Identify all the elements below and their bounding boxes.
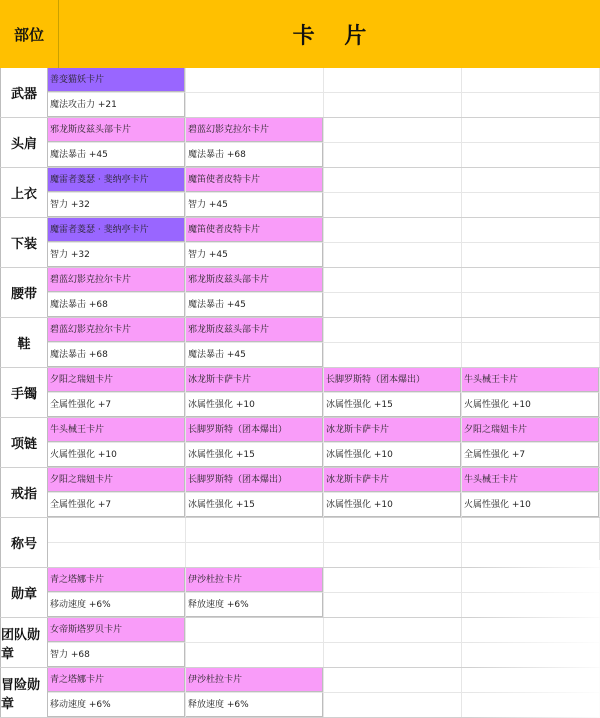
card-name: 牛头械王卡片 bbox=[462, 368, 599, 392]
card-columns bbox=[48, 168, 600, 217]
card-attribute bbox=[462, 142, 599, 167]
card-attribute: 魔法暴击 +68 bbox=[48, 342, 185, 367]
table-row bbox=[0, 218, 600, 268]
card-name: 冰龙斯卡萨卡片 bbox=[324, 468, 461, 492]
card-name bbox=[462, 318, 599, 342]
card-attribute: 魔法暴击 +45 bbox=[186, 292, 323, 317]
card-cell bbox=[462, 668, 600, 717]
card-cell bbox=[48, 218, 186, 267]
card-name bbox=[462, 668, 599, 692]
card-attribute: 全属性强化 +7 bbox=[462, 442, 599, 467]
card-attribute bbox=[48, 542, 185, 567]
card-name: 青之塔娜卡片 bbox=[48, 668, 185, 692]
table-row bbox=[0, 268, 600, 318]
card-name: 长脚罗斯特（团本爆出） bbox=[186, 468, 323, 492]
card-attribute: 释放速度 +6% bbox=[186, 592, 323, 617]
card-cell bbox=[186, 268, 324, 317]
table-row bbox=[0, 668, 600, 718]
card-columns bbox=[48, 118, 600, 167]
card-columns bbox=[48, 418, 600, 467]
card-attribute: 全属性强化 +7 bbox=[48, 392, 185, 417]
card-name: 青之塔娜卡片 bbox=[48, 568, 185, 592]
card-attribute: 冰属性强化 +15 bbox=[186, 442, 323, 467]
card-cell bbox=[48, 318, 186, 367]
slot-cell: 上衣 bbox=[0, 168, 48, 217]
card-cell bbox=[48, 568, 186, 617]
slot-cell: 项链 bbox=[0, 418, 48, 467]
card-attribute: 冰属性强化 +15 bbox=[186, 492, 323, 517]
card-columns bbox=[48, 318, 600, 367]
card-cell bbox=[324, 468, 462, 517]
card-name: 魔雷者菱瑟 · 斐纳亭卡片 bbox=[48, 168, 185, 192]
card-columns bbox=[48, 568, 600, 617]
card-columns bbox=[48, 618, 600, 667]
card-cell bbox=[462, 218, 600, 267]
card-cell bbox=[186, 518, 324, 567]
card-cell bbox=[48, 668, 186, 717]
table-row bbox=[0, 368, 600, 418]
card-attribute bbox=[462, 192, 599, 217]
table-body bbox=[0, 68, 600, 718]
card-name: 长脚罗斯特（团本爆出） bbox=[324, 368, 461, 392]
card-cell bbox=[462, 68, 600, 117]
card-name bbox=[186, 518, 323, 542]
card-attribute: 冰属性强化 +10 bbox=[324, 442, 461, 467]
card-cell bbox=[462, 618, 600, 667]
card-attribute: 魔法暴击 +45 bbox=[186, 342, 323, 367]
card-name: 冰龙斯卡萨卡片 bbox=[186, 368, 323, 392]
card-name bbox=[462, 518, 599, 542]
card-attribute bbox=[462, 242, 599, 267]
card-attribute bbox=[324, 642, 461, 667]
card-cell bbox=[48, 368, 186, 417]
card-attribute: 释放速度 +6% bbox=[186, 692, 323, 717]
card-attribute: 魔法暴击 +68 bbox=[186, 142, 323, 167]
card-name: 魔笛使者皮特卡片 bbox=[186, 218, 323, 242]
card-name: 邪龙斯皮兹头部卡片 bbox=[186, 268, 323, 292]
card-cell bbox=[186, 418, 324, 467]
card-columns bbox=[48, 468, 600, 517]
card-name bbox=[324, 618, 461, 642]
card-attribute bbox=[324, 542, 461, 567]
card-name: 魔雷者菱瑟 · 斐纳亭卡片 bbox=[48, 218, 185, 242]
card-attribute bbox=[324, 92, 461, 117]
card-cell bbox=[186, 468, 324, 517]
slot-cell: 下装 bbox=[0, 218, 48, 267]
card-cell bbox=[48, 418, 186, 467]
card-name bbox=[462, 68, 599, 92]
card-attribute: 魔法暴击 +68 bbox=[48, 292, 185, 317]
card-attribute bbox=[324, 242, 461, 267]
card-cell bbox=[324, 268, 462, 317]
card-attribute bbox=[462, 292, 599, 317]
table-row bbox=[0, 518, 600, 568]
card-cell bbox=[324, 168, 462, 217]
slot-cell: 头肩 bbox=[0, 118, 48, 167]
card-cell bbox=[462, 268, 600, 317]
table-row bbox=[0, 468, 600, 518]
card-attribute bbox=[324, 142, 461, 167]
card-attribute: 智力 +45 bbox=[186, 242, 323, 267]
table-row bbox=[0, 118, 600, 168]
header-slot-cell: 部位 bbox=[0, 0, 59, 68]
card-name bbox=[324, 568, 461, 592]
card-cell bbox=[324, 368, 462, 417]
card-name: 碧蓝幻影克拉尔卡片 bbox=[48, 268, 185, 292]
header-card-cell: 卡 片 bbox=[59, 0, 600, 68]
table-row bbox=[0, 568, 600, 618]
card-columns bbox=[48, 518, 600, 567]
card-name bbox=[462, 568, 599, 592]
card-attribute bbox=[324, 192, 461, 217]
card-name: 碧蓝幻影克拉尔卡片 bbox=[48, 318, 185, 342]
card-attribute: 魔法攻击力 +21 bbox=[48, 92, 185, 117]
card-name bbox=[48, 518, 185, 542]
card-name bbox=[324, 268, 461, 292]
card-name bbox=[324, 318, 461, 342]
card-cell bbox=[462, 168, 600, 217]
table-row bbox=[0, 418, 600, 468]
card-cell bbox=[324, 618, 462, 667]
card-attribute bbox=[462, 542, 599, 567]
table-row bbox=[0, 318, 600, 368]
card-attribute bbox=[462, 592, 599, 617]
card-attribute bbox=[462, 692, 599, 717]
card-columns bbox=[48, 268, 600, 317]
card-cell bbox=[462, 518, 600, 567]
card-cell bbox=[324, 68, 462, 117]
card-attribute: 智力 +32 bbox=[48, 192, 185, 217]
card-name: 邪龙斯皮兹头部卡片 bbox=[186, 318, 323, 342]
card-attribute: 冰属性强化 +10 bbox=[324, 492, 461, 517]
card-attribute: 智力 +45 bbox=[186, 192, 323, 217]
card-name bbox=[324, 68, 461, 92]
card-name: 邪龙斯皮兹头部卡片 bbox=[48, 118, 185, 142]
card-name: 长脚罗斯特（团本爆出） bbox=[186, 418, 323, 442]
slot-cell: 戒指 bbox=[0, 468, 48, 517]
card-cell bbox=[186, 668, 324, 717]
card-cell bbox=[462, 568, 600, 617]
card-name bbox=[324, 668, 461, 692]
card-attribute: 火属性强化 +10 bbox=[462, 392, 599, 417]
card-attribute bbox=[324, 292, 461, 317]
table-header bbox=[0, 0, 600, 68]
card-name bbox=[186, 68, 323, 92]
card-cell bbox=[186, 118, 324, 167]
card-attribute: 智力 +68 bbox=[48, 642, 185, 667]
card-cell bbox=[186, 568, 324, 617]
card-cell bbox=[324, 668, 462, 717]
card-attribute bbox=[186, 92, 323, 117]
card-name: 冰龙斯卡萨卡片 bbox=[324, 418, 461, 442]
card-attribute bbox=[462, 642, 599, 667]
card-cell bbox=[324, 518, 462, 567]
slot-cell: 手镯 bbox=[0, 368, 48, 417]
card-cell bbox=[324, 568, 462, 617]
table-row bbox=[0, 168, 600, 218]
card-cell bbox=[186, 68, 324, 117]
slot-cell: 鞋 bbox=[0, 318, 48, 367]
card-columns bbox=[48, 68, 600, 117]
card-attribute: 冰属性强化 +15 bbox=[324, 392, 461, 417]
card-attribute: 移动速度 +6% bbox=[48, 592, 185, 617]
card-cell bbox=[324, 418, 462, 467]
card-attribute: 火属性强化 +10 bbox=[48, 442, 185, 467]
card-attribute: 移动速度 +6% bbox=[48, 692, 185, 717]
slot-cell: 团队勋章 bbox=[0, 618, 48, 667]
card-cell bbox=[48, 118, 186, 167]
slot-cell: 腰带 bbox=[0, 268, 48, 317]
card-attribute bbox=[324, 342, 461, 367]
card-name: 女帝斯塔罗贝卡片 bbox=[48, 618, 185, 642]
card-attribute: 冰属性强化 +10 bbox=[186, 392, 323, 417]
card-attribute bbox=[186, 642, 323, 667]
card-cell bbox=[48, 518, 186, 567]
card-name bbox=[462, 118, 599, 142]
card-columns bbox=[48, 218, 600, 267]
card-attribute bbox=[186, 542, 323, 567]
card-cell bbox=[48, 468, 186, 517]
card-name bbox=[462, 218, 599, 242]
card-columns bbox=[48, 668, 600, 717]
card-name: 伊沙杜拉卡片 bbox=[186, 668, 323, 692]
slot-cell: 勋章 bbox=[0, 568, 48, 617]
slot-cell: 冒险勋章 bbox=[0, 668, 48, 717]
card-name bbox=[462, 618, 599, 642]
card-attribute: 智力 +32 bbox=[48, 242, 185, 267]
slot-cell: 称号 bbox=[0, 518, 48, 567]
card-name: 善变猫妖卡片 bbox=[48, 68, 185, 92]
card-cell bbox=[462, 118, 600, 167]
card-name bbox=[324, 218, 461, 242]
card-cell bbox=[186, 218, 324, 267]
card-name bbox=[186, 618, 323, 642]
card-attribute bbox=[324, 692, 461, 717]
table-row bbox=[0, 618, 600, 668]
card-attribute bbox=[324, 592, 461, 617]
table-row bbox=[0, 68, 600, 118]
card-columns bbox=[48, 368, 600, 417]
card-cell bbox=[186, 168, 324, 217]
slot-cell: 武器 bbox=[0, 68, 48, 117]
card-cell bbox=[48, 618, 186, 667]
card-cell bbox=[462, 368, 600, 417]
card-name bbox=[324, 168, 461, 192]
card-name: 牛头械王卡片 bbox=[48, 418, 185, 442]
card-name bbox=[324, 118, 461, 142]
card-name: 魔笛使者皮特卡片 bbox=[186, 168, 323, 192]
card-cell bbox=[462, 418, 600, 467]
card-cell bbox=[324, 118, 462, 167]
card-name: 夕阳之瑞妞卡片 bbox=[48, 468, 185, 492]
card-cell bbox=[186, 368, 324, 417]
card-attribute: 魔法暴击 +45 bbox=[48, 142, 185, 167]
card-attribute: 火属性强化 +10 bbox=[462, 492, 599, 517]
card-name bbox=[462, 268, 599, 292]
card-cell bbox=[48, 168, 186, 217]
card-attribute: 全属性强化 +7 bbox=[48, 492, 185, 517]
card-cell bbox=[186, 318, 324, 367]
card-name bbox=[324, 518, 461, 542]
card-attribute bbox=[462, 92, 599, 117]
card-name bbox=[462, 168, 599, 192]
card-cell bbox=[462, 468, 600, 517]
card-attribute bbox=[462, 342, 599, 367]
card-cell bbox=[324, 318, 462, 367]
card-name: 伊沙杜拉卡片 bbox=[186, 568, 323, 592]
card-cell bbox=[48, 268, 186, 317]
card-cell bbox=[324, 218, 462, 267]
card-name: 夕阳之瑞妞卡片 bbox=[48, 368, 185, 392]
card-name: 牛头械王卡片 bbox=[462, 468, 599, 492]
card-cell bbox=[48, 68, 186, 117]
card-cell bbox=[462, 318, 600, 367]
card-cell bbox=[186, 618, 324, 667]
card-name: 碧蓝幻影克拉尔卡片 bbox=[186, 118, 323, 142]
card-name: 夕阳之瑞妞卡片 bbox=[462, 418, 599, 442]
